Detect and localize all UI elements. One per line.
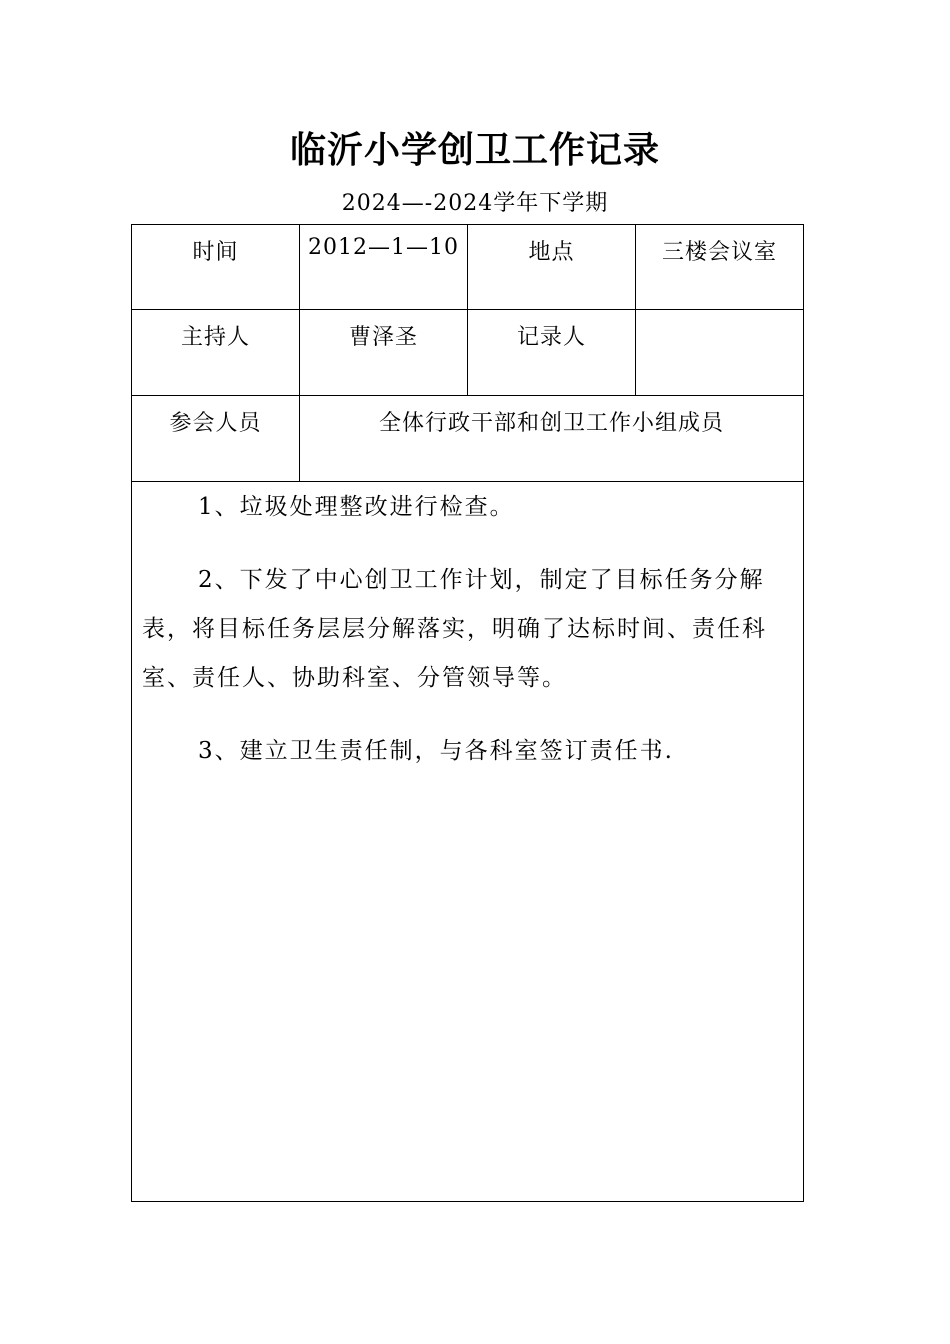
attendees-value: 全体行政干部和创卫工作小组成员 bbox=[300, 396, 804, 482]
table-row-attendees bbox=[132, 396, 804, 482]
recorder-value bbox=[636, 310, 804, 396]
table-row-host-recorder bbox=[132, 310, 804, 396]
table-row-content bbox=[132, 482, 804, 1202]
attendees-label: 参会人员 bbox=[132, 396, 300, 482]
meeting-content-cell bbox=[132, 482, 804, 1202]
meeting-content bbox=[132, 482, 803, 776]
place-value: 三楼会议室 bbox=[636, 225, 804, 310]
record-table bbox=[131, 224, 804, 1202]
host-value: 曹泽圣 bbox=[300, 310, 468, 396]
host-label: 主持人 bbox=[132, 310, 300, 396]
table-row-time-place bbox=[132, 225, 804, 310]
place-label: 地点 bbox=[468, 225, 636, 310]
time-label: 时间 bbox=[132, 225, 300, 310]
content-item-1: 1、垃圾处理整改进行检查。 bbox=[198, 494, 515, 520]
content-item-3: 3、建立卫生责任制，与各科室签订责任书. bbox=[198, 738, 674, 764]
document-subtitle: 2024—-2024学年下学期 bbox=[341, 191, 609, 216]
recorder-label: 记录人 bbox=[468, 310, 636, 396]
time-value: 2012—1—10 bbox=[300, 225, 468, 310]
document-title: 临沂小学创卫工作记录 bbox=[289, 129, 660, 171]
content-item-2: 2、下发了中心创卫工作计划，制定了目标任务分解表，将目标任务层层分解落实，明确了达标时间、责任科室、责任人、协助科室、分管领导等。 bbox=[142, 567, 767, 691]
